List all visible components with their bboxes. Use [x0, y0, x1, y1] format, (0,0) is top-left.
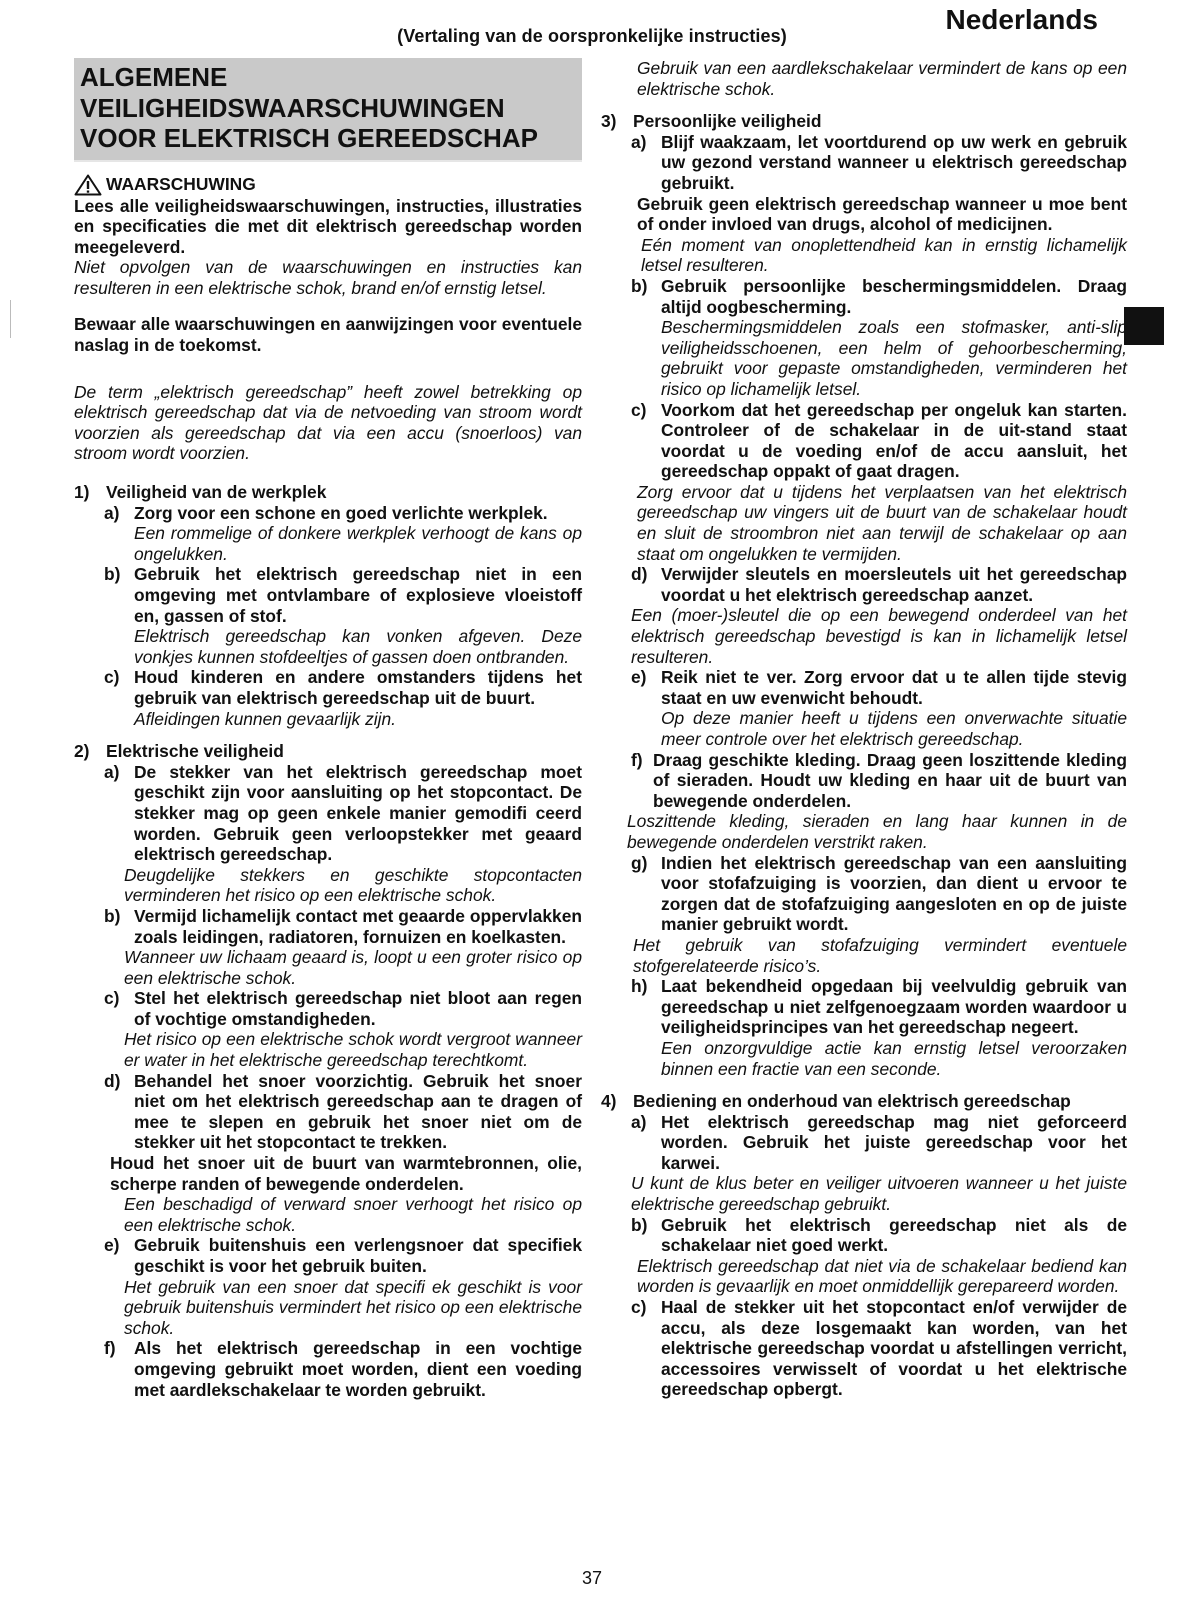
item-text: Behandel het snoer voorzichtig. Gebruik het snoer niet om het elektrisch gereedschap aan te dragen of mee te slepen en gebruik het snoer niet om de stekker uit het stopcontact te trekken.: [134, 1070, 582, 1153]
list-item: [104, 906, 582, 947]
section-heading: [74, 741, 582, 762]
item-text: Gebruik persoonlijke beschermingsmiddelen. Draag altijd oogbescherming.: [661, 275, 1127, 317]
intro-bold: Lees alle veiligheidswaarschuwingen, instructies, illustraties en specificaties die met dit elektrisch gereedschap worden meegeleverd.: [74, 195, 582, 257]
item-letter: d): [104, 1070, 121, 1091]
keep-instructions: Bewaar alle waarschuwingen en aanwijzingen voor eventuele naslag in de toekomst.: [74, 314, 582, 356]
list-item: [631, 853, 1127, 935]
item-text: Laat bekendheid opgedaan bij veelvuldig gebruik van gereedschap u niet zelfgenoegzaam worden waardoor u veiligheidsprincipes van het gereedschap negeert.: [661, 976, 1127, 1038]
item-note: Beschermingsmiddelen zoals een stofmasker, anti-slip veiligheidsschoenen, een helm of gehoorbescherming, gebruikt voor gepaste omstandigheden, verminderen het risico op lichamelijk letsel.: [661, 317, 1127, 399]
item-letter: h): [631, 976, 648, 997]
section-heading: [74, 482, 582, 503]
item-text: Zorg voor een schone en goed verlichte werkplek.: [134, 502, 548, 523]
left-column: [74, 58, 582, 1400]
item-text: Het elektrisch gereedschap mag niet geforceerd worden. Gebruik het juiste gereedschap voor het karwei.: [661, 1111, 1127, 1173]
list-item: [631, 400, 1127, 482]
item-letter: c): [631, 399, 647, 420]
item-letter: a): [104, 761, 120, 782]
section-number: 1): [74, 482, 90, 503]
item-text: De stekker van het elektrisch gereedschap moet geschikt zijn voor aansluiting op het stopcontact. De stekker mag op geen enkele manier gemodifi ceerd worden. Gebruik geen verloopstekker met geaard elektrisch gereedschap.: [134, 761, 582, 865]
section-number: 4): [601, 1091, 617, 1112]
item-letter: a): [631, 131, 647, 152]
item-note: Gebruik van een aardlekschakelaar vermindert de kans op een elektrische schok.: [637, 58, 1127, 99]
title-line: VEILIGHEIDSWAARSCHUWINGEN: [80, 92, 505, 123]
list-item: [631, 132, 1127, 194]
item-letter: b): [104, 564, 121, 585]
item-note: U kunt de klus beter en veiliger uitvoeren wanneer u het juiste elektrische gereedschap gebruikt.: [631, 1173, 1127, 1215]
language-label: Nederlands: [945, 4, 1098, 35]
item-letter: c): [631, 1297, 647, 1318]
section-number: 3): [601, 111, 617, 132]
item-note: Elektrisch gereedschap kan vonken afgeven. Deze vonkjes kunnen stofdeeltjes of gassen doen ontbranden.: [134, 626, 582, 667]
section-heading-text: Elektrische veiligheid: [106, 741, 284, 762]
margin-line: [10, 300, 11, 338]
list-item: [104, 667, 582, 708]
item-text: Indien het elektrisch gereedschap van een aansluiting voor stofafzuiging is voorzien, dan dient u ervoor te zorgen dat de stofafzuiging aangesloten en op de juiste manier gebruikt wordt.: [661, 852, 1127, 935]
item-text: Reik niet te ver. Zorg ervoor dat u te allen tijde stevig staat en uw evenwicht behoudt.: [661, 667, 1127, 708]
item-note: Een onzorgvuldige actie kan ernstig letsel veroorzaken binnen een fractie van een seconde.: [661, 1037, 1127, 1079]
list-item: [631, 1215, 1127, 1256]
item-note: Loszittende kleding, sieraden en lang haar kunnen in de bewegende onderdelen verstrikt raken.: [627, 811, 1127, 852]
item-letter: b): [631, 275, 648, 296]
item-letter: a): [631, 1111, 647, 1132]
section-number: 2): [74, 741, 90, 762]
term-definition: De term „elektrisch gereedschap” heeft zowel betrekking op elektrisch gereedschap dat via de netvoeding van stroom wordt voorzien als gereedschap dat via een accu (snoerloos) van stroom wordt voorzien.: [74, 381, 582, 464]
item-letter: f): [631, 749, 643, 770]
item-text: Gebruik buitenshuis een verlengsnoer dat specifiek geschikt is voor het gebruik buiten.: [134, 1235, 582, 1276]
item-note: Een rommelige of donkere werkplek verhoogt de kans op ongelukken.: [134, 523, 582, 564]
item-letter: c): [104, 988, 120, 1009]
item-note: Een (moer-)sleutel die op een bewegend onderdeel van het elektrisch gereedschap bevestigd is kan in lichamelijk letsel resulteren.: [631, 605, 1127, 667]
list-item: [631, 276, 1127, 317]
item-letter: c): [104, 667, 120, 688]
list-item: [104, 762, 582, 865]
item-letter: d): [631, 564, 648, 585]
item-extra-bold: Houd het snoer uit de buurt van warmtebronnen, olie, scherpe randen of bewegende onderdelen.: [110, 1153, 582, 1194]
list-item: [631, 667, 1127, 708]
section-heading-text: Veiligheid van de werkplek: [106, 482, 327, 503]
item-note: Een beschadigd of verward snoer verhoogt het risico op een elektrische schok.: [124, 1194, 582, 1235]
list-item: [631, 1112, 1127, 1174]
section-heading: [601, 1091, 1127, 1112]
item-letter: b): [104, 905, 121, 926]
warning-label: WAARSCHUWING: [106, 174, 256, 195]
item-text: Vermijd lichamelijk contact met geaarde oppervlakken zoals leidingen, radiatoren, fornuizen en koelkasten.: [134, 905, 582, 947]
item-note: Het risico op een elektrische schok wordt vergroot wanneer er water in het elektrische gereedschap terechtkomt.: [124, 1029, 582, 1071]
item-text: Voorkom dat het gereedschap per ongeluk kan starten. Controleer of de schakelaar in de uit-stand staat voordat u de voeding en/of de accu aansluit, het gereedschap oppakt of gaat dragen.: [661, 399, 1127, 482]
item-letter: e): [631, 667, 647, 688]
item-text: Draag geschikte kleding. Draag geen loszittende kleding of sieraden. Houdt uw kleding en haar uit de buurt van bewegende onderdelen.: [653, 749, 1127, 811]
item-text: Als het elektrisch gereedschap in een vochtige omgeving gebruikt moet worden, dient een voeding met aardlekschakelaar te worden gebruikt.: [134, 1338, 582, 1400]
list-item: [631, 750, 1127, 812]
item-letter: g): [631, 852, 648, 873]
item-text: Gebruik het elektrisch gereedschap niet in een omgeving met ontvlambare of explosieve vloeistoff en, gassen of stof.: [134, 564, 582, 626]
item-text: Stel het elektrisch gereedschap niet bloot aan regen of vochtige omstandigheden.: [134, 988, 582, 1029]
title-line: VOOR ELEKTRISCH GEREEDSCHAP: [80, 123, 538, 153]
list-item: [104, 564, 582, 626]
item-text: Verwijder sleutels en moersleutels uit het gereedschap voordat u het elektrisch gereedschap aanzet.: [661, 564, 1127, 605]
item-text: Blijf waakzaam, let voortdurend op uw werk en gebruik uw gezond verstand wanneer u elektrisch gereedschap gebruikt.: [661, 131, 1127, 193]
intro-italic: Niet opvolgen van de waarschuwingen en instructies kan resulteren in een elektrische schok, brand en/of ernstig letsel.: [74, 257, 582, 298]
list-item: [104, 988, 582, 1029]
list-item: [631, 564, 1127, 605]
item-note: Eén moment van onoplettendheid kan in ernstig lichamelijk letsel resulteren.: [641, 234, 1127, 276]
item-letter: e): [104, 1235, 120, 1256]
page-number: 37: [581, 1568, 603, 1588]
warning-heading: [74, 174, 582, 196]
section-heading: [601, 111, 1127, 132]
item-note: Afleidingen kunnen gevaarlijk zijn.: [134, 708, 396, 729]
list-item: [104, 1235, 582, 1276]
list-item: [104, 1071, 582, 1153]
list-item: [631, 976, 1127, 1038]
item-letter: b): [631, 1214, 648, 1235]
section-heading-text: Persoonlijke veiligheid: [633, 111, 822, 132]
language-tab-marker: [1124, 307, 1164, 345]
section-title: [74, 58, 582, 162]
list-item: [631, 1297, 1127, 1400]
translation-subtitle: (Vertaling van de oorspronkelijke instructies): [397, 26, 787, 46]
right-column: [601, 58, 1127, 1400]
item-note: Zorg ervoor dat u tijdens het verplaatsen van het elektrisch gereedschap uw vingers uit de buurt van de schakelaar houdt en sluit de stroombron niet aan terwijl de schakelaar op aan staat om ongelukken te vermijden.: [637, 481, 1127, 564]
item-note: Het gebruik van een snoer dat specifi ek geschikt is voor gebruik buitenshuis vermindert het risico op een elektrische schok.: [124, 1276, 582, 1338]
item-text: Haal de stekker uit het stopcontact en/of verwijder de accu, als deze losgemaakt kan worden, van het elektrische gereedschap voordat u afstellingen verricht, accessoires verwisselt of voordat u het elektrische gereedschap opbergt.: [661, 1297, 1127, 1400]
item-note: Deugdelijke stekkers en geschikte stopcontacten verminderen het risico op een elektrische schok.: [124, 864, 582, 906]
list-item: [104, 503, 582, 524]
list-item: [104, 1338, 582, 1400]
item-note: Wanneer uw lichaam geaard is, loopt u een groter risico op een elektrische schok.: [124, 947, 582, 988]
item-text: Gebruik het elektrisch gereedschap niet als de schakelaar niet goed werkt.: [661, 1214, 1127, 1256]
item-note: Op deze manier heeft u tijdens een onverwachte situatie meer controle over het elektrisch gereedschap.: [661, 708, 1127, 749]
item-extra-bold: Gebruik geen elektrisch gereedschap wanneer u moe bent of onder invloed van drugs, alcohol of medicijnen.: [637, 193, 1127, 235]
item-text: Houd kinderen en andere omstanders tijdens het gebruik van elektrisch gereedschap uit de buurt.: [134, 667, 582, 708]
item-note: Het gebruik van stofafzuiging vermindert eventuele stofgerelateerde risico’s.: [633, 934, 1127, 976]
warning-triangle-icon: [74, 174, 102, 196]
item-letter: a): [104, 502, 120, 523]
item-letter: f): [104, 1338, 116, 1359]
item-note: Elektrisch gereedschap dat niet via de schakelaar bediend kan worden is gevaarlijk en moet onmiddellijk gerepareerd worden.: [637, 1255, 1127, 1297]
section-heading-text: Bediening en onderhoud van elektrisch gereedschap: [633, 1091, 1071, 1112]
title-line: ALGEMENE: [80, 62, 228, 92]
